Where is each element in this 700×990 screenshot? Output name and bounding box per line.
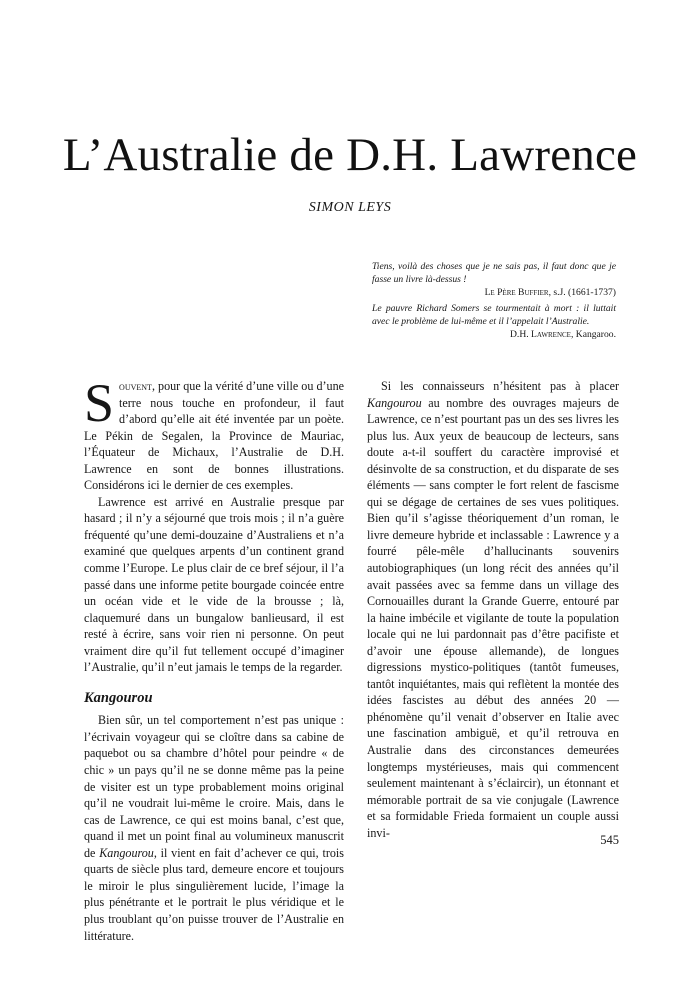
column-left xyxy=(84,373,344,944)
epigraph-2-attribution-name: D.H. Lawrence xyxy=(510,329,571,340)
paragraph-2: Lawrence est arrivé en Australie presque par hasard ; il n’y a séjourné que trois mois ; il n’a guère fréquenté qu’une demi-douzaine d’Australiens et n’a examiné que quelques arpents d’un continent grand comme l’Europe. Le plus clair de ce bref séjour, il l’a passé dans une informe petite bourgade coincée entre un océan vide et le vide de la brousse ; là, claquemuré dans un bungalow banlieusard, il est resté à écrire, sans voir rien ni personne. On peut vraiment dire qu’il fut tellement occupé d’imaginer l’Australie, qu’il n’eut jamais le temps de la regarder. xyxy=(84,494,344,675)
paragraph-3-book-title: Kangourou xyxy=(99,845,154,860)
article-title: L’Australie de D.H. Lawrence xyxy=(62,129,638,181)
paragraph-3-text-a: Bien sûr, un tel comportement n’est pas unique : l’écrivain voyageur qui se cloître dans sa cabine de paquebot ou sa chambre d’hôtel pour peindre « de chic » un pays qu’il ne se donne même pas la peine de visiter est un type probablement moins original qu’il ne voudrait lui-même le croire. Mais, dans le cas de Lawrence, ce qui est moins banal, c’est que, quand il met un point final au volumineux manuscrit de xyxy=(84,713,344,860)
paragraph-3 xyxy=(84,712,344,944)
epigraph-1-attribution xyxy=(372,286,616,299)
epigraph-1 xyxy=(372,260,616,299)
column-right xyxy=(367,378,619,841)
epigraph-1-text: Tiens, voilà des choses que je ne sais pas, il faut donc que je fasse un livre là-dessus ! xyxy=(372,261,616,285)
paragraph-4-text-c: au nombre des ouvrages majeurs de Lawrence, ce n’est pourtant pas un des ses livres les plus lus. Aux yeux de beaucoup de lecteurs, sans doute a-t-il souffert du caractère improvisé et désinvolte de sa construction, et du disparate de ses éléments — sans compter le fort relent de fascisme qui se dégage de certaines de ses vues politiques. Bien qu’il s’agisse théoriquement d’un roman, le livre demeure hybride et inclassable : Lawrence y a fourré pêle-mêle d’hallucinants souvenirs autobiographiques (un long récit des années qu’il avait passées avec sa femme dans un village des Cornouailles durant la Grande Guerre, entouré par la haine imbécile et vigilante de toute la population locale qui ne lui pardonnait pas d’être pacifiste et d’avoir une épouse allemande), de longues digressions mystico-politiques (tantôt fumeuses, tantôt inquiétantes, mais qui reflètent la montée des idées fascistes au début des années 20 — phénomène qu’il venait d’observer en Italie avec une fascination ambiguë, et qu’il retrouva en Australie dans des circonstances demeurées longtemps mystérieuses, mais qui commencent seulement maintenant à s’éclaircir), un étonnant et mémorable portrait de sa vie conjugale (Lawrence et sa formidable Frieda formaient un couple aussi invi- xyxy=(367,395,619,840)
epigraph-2 xyxy=(372,302,616,341)
paragraph-1-smallcaps: ouvent xyxy=(119,379,152,393)
epigraphs xyxy=(372,260,616,344)
paragraph-4-book-title: Kangourou xyxy=(367,395,422,410)
paragraph-1-text: , pour que la vérité d’une ville ou d’une terre nous touche en profondeur, il faut d’abord qu’elle ait été inventée par un poète. Le Pékin de Segalen, la Province de Mauriac, l’Équateur de Michaux, l’Australie de D.H. Lawrence en sont de bonnes illustrations. Considérons ici le dernier de ces exemples. xyxy=(84,379,344,493)
author-name: SIMON LEYS xyxy=(308,200,392,215)
paragraph-1 xyxy=(84,373,344,494)
epigraph-1-attribution-rest: , s.J. (1661-1737) xyxy=(548,287,616,298)
page-number: 545 xyxy=(600,833,619,847)
paragraph-4-text-a: Si les connaisseurs n’hésitent pas à placer xyxy=(381,379,619,393)
epigraph-2-text: Le pauvre Richard Somers se tourmentait à mort : il luttait avec le problème de lui-même et il l’appelait l’Australie. xyxy=(372,303,616,327)
epigraph-2-attribution-rest: , Kangaroo. xyxy=(570,329,616,340)
paragraph-4 xyxy=(367,378,619,841)
paragraph-3-text-c: , il vient en fait d’achever ce qui, trois quarts de siècle plus tard, demeure encore et toujours le miroir le plus singulièrement lucide, l’image la plus pénétrante et le portrait le plus véridique et le plus troublant qu’on puisse trouver de l’Australie en littérature. xyxy=(84,845,344,943)
section-heading: Kangourou xyxy=(84,689,153,706)
drop-cap: S xyxy=(84,373,115,433)
epigraph-1-attribution-name: Le Père Buffier xyxy=(484,287,549,298)
epigraph-2-attribution xyxy=(372,328,616,341)
